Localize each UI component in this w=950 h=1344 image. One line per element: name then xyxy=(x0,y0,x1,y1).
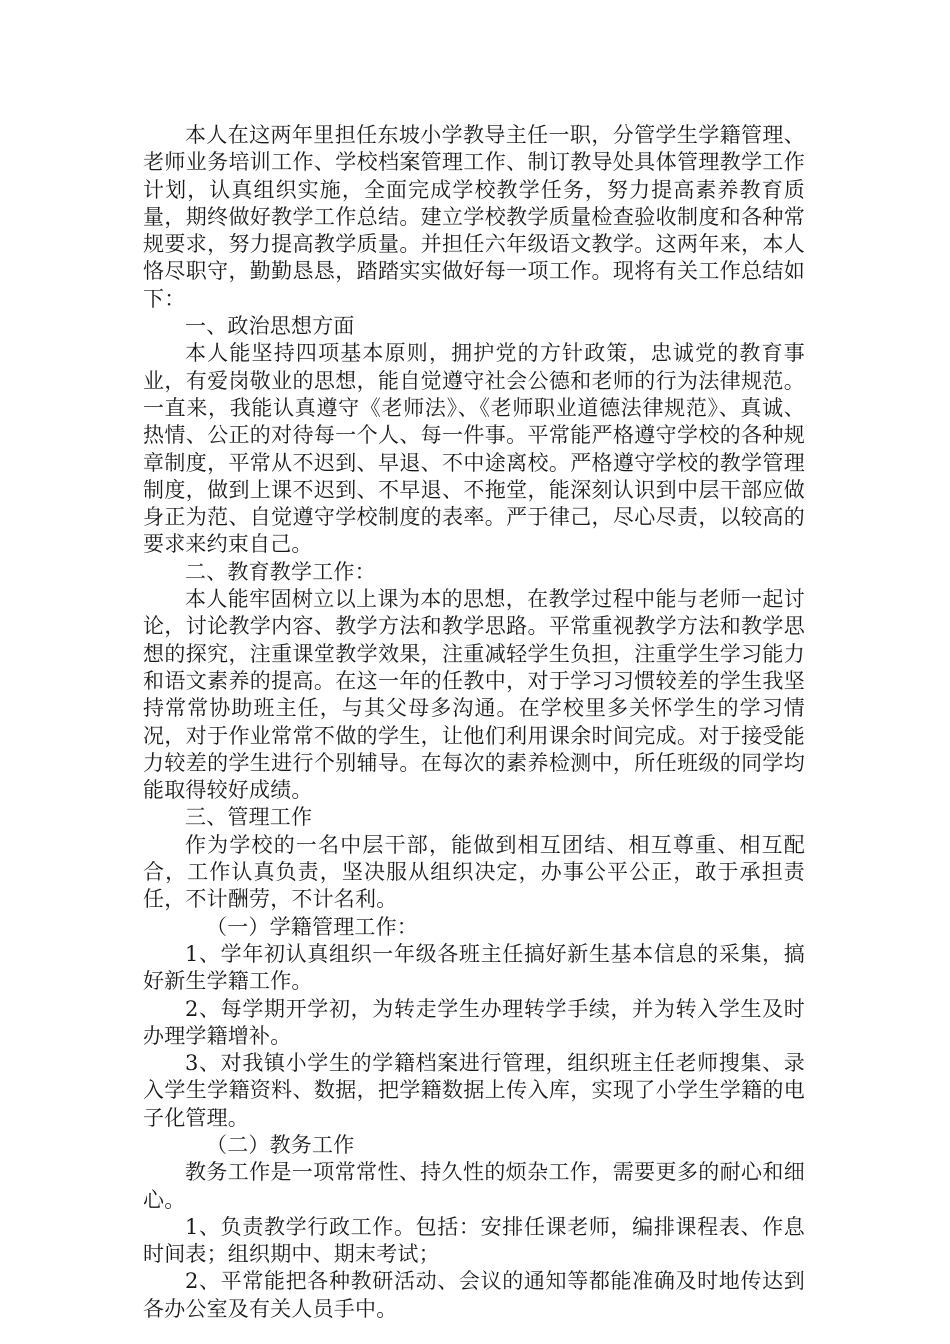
list-item-affairs-1: 1、负责教学行政工作。包括：安排任课老师，编排课程表、作息时间表；组织期中、期末考试； xyxy=(143,1214,805,1267)
list-item-records-2: 2、每学期开学初，为转走学生办理转学手续，并为转入学生及时办理学籍增补。 xyxy=(143,996,805,1048)
list-item-affairs-2: 2、平常能把各种教研活动、会议的通知等都能准确及时地传达到各办公室及有关人员手中。 xyxy=(143,1269,805,1321)
heading-political-thought: 一、政治思想方面 xyxy=(185,314,355,339)
paragraph-academic-affairs: 教务工作是一项常常性、持久性的烦杂工作，需要更多的耐心和细心。 xyxy=(143,1160,805,1212)
paragraph-intro: 本人在这两年里担任东坡小学教导主任一职，分管学生学籍管理、老师业务培训工作、学校档案管理工作、制订教导处具体管理教学工作计划，认真组织实施，全面完成学校教学任务，努力提高素养教育质量，期终做好教学工作总结。建立学校教学质量检查验收制度和各种常规要求，努力提高教学质量。并担任六年级语文教学。这两年来，本人恪尽职守，勤勤恳恳，踏踏实实做好每一项工作。现将有关工作总结如下： xyxy=(143,123,805,311)
paragraph-management-work: 作为学校的一名中层干部，能做到相互团结、相互尊重、相互配合，工作认真负责，坚决服从组织决定，办事公平公正，敢于承担责任，不计酬劳，不计名利。 xyxy=(143,832,805,912)
document-body xyxy=(143,122,805,1323)
heading-teaching-work: 二、教育教学工作： xyxy=(185,559,376,584)
paragraph-teaching-work: 本人能牢固树立以上课为本的思想，在教学过程中能与老师一起讨论，讨论教学内容、教学方法和教学思路。平常重视教学方法和教学思想的探究，注重课堂教学效果，注重减轻学生负担，注重学生学习能力和语文素养的提高。在这一年的任教中，对于学习习惯较差的学生我坚持常常协助班主任，与其父母多沟通。在学校里多关怀学生的学习情况，对于作业常常不做的学生，让他们利用课余时间完成。对于接受能力较差的学生进行个别辅导。在每次的素养检测中，所任班级的同学均能取得较好成绩。 xyxy=(143,587,805,803)
paragraph-political-thought: 本人能坚持四项基本原则，拥护党的方针政策，忠诚党的教育事业，有爱岗敬业的思想，能自觉遵守社会公德和老师的行为法律规范。一直来，我能认真遵守《老师法》、《老师职业道德法律规范》、真诚、热情、公正的对待每一个人、每一件事。平常能严格遵守学校的各种规章制度，平常从不迟到、早退、不中途离校。严格遵守学校的教学管理制度，做到上课不迟到、不早退、不拖堂，能深刻认识到中层干部应做身正为范、自觉遵守学校制度的表率。严于律己，尽心尽责，以较高的要求来约束自己。 xyxy=(143,341,805,557)
list-item-records-3: 3、对我镇小学生的学籍档案进行管理，组织班主任老师搜集、录入学生学籍资料、数据，把学籍数据上传入库，实现了小学生学籍的电子化管理。 xyxy=(143,1051,805,1130)
list-item-records-1: 1、学年初认真组织一年级各班主任搞好新生基本信息的采集，搞好新生学籍工作。 xyxy=(143,941,805,994)
heading-management-work: 三、管理工作 xyxy=(185,805,313,830)
subheading-academic-affairs: （二）教务工作 xyxy=(206,1132,355,1157)
subheading-student-records: （一）学籍管理工作： xyxy=(206,914,418,939)
